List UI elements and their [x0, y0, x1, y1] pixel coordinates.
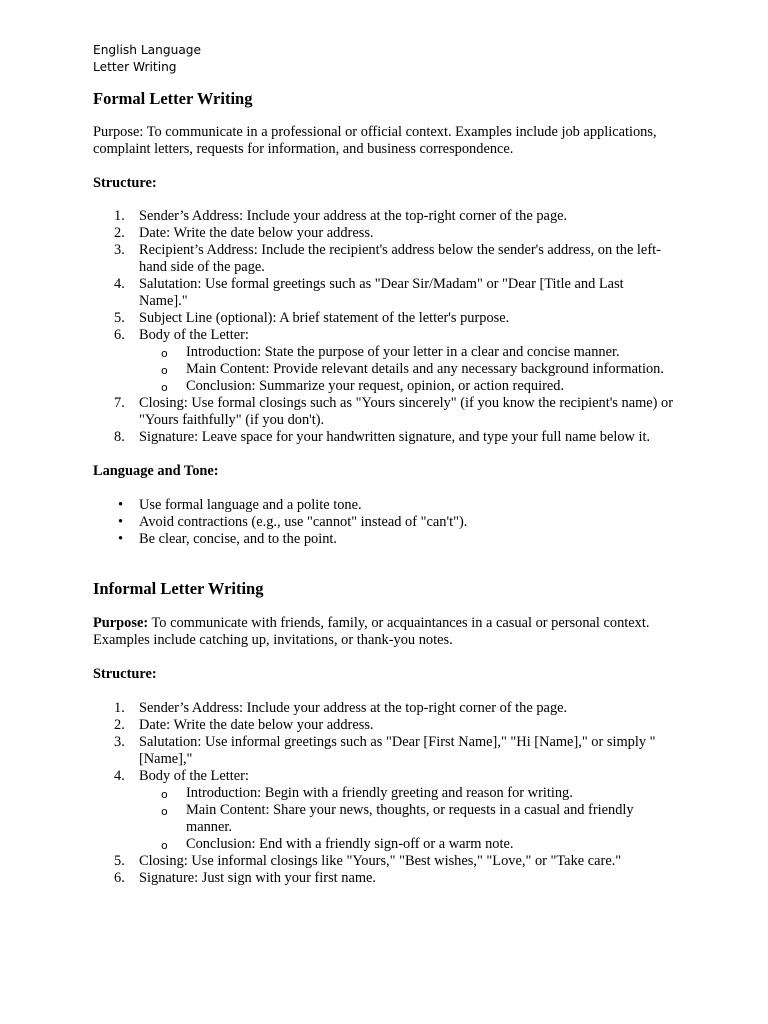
- list-item: 4. Salutation: Use formal greetings such as "Dear Sir/Madam" or "Dear [Title and Last Name].": [114, 276, 624, 309]
- formal-purpose-label: Purpose:: [93, 124, 144, 140]
- list-item: 6. Body of the Letter:: [114, 327, 249, 343]
- formal-tone-list: [93, 497, 674, 548]
- sub-list-item: o Introduction: State the purpose of your letter in a clear and concise manner.: [161, 344, 620, 360]
- informal-structure-heading: Structure:: [93, 666, 157, 682]
- list-item: 3. Salutation: Use informal greetings such as "Dear [First Name]," "Hi [Name]," or simply "[Name],": [114, 734, 656, 767]
- list-item: 7. Closing: Use formal closings such as "Yours sincerely" (if you know the recipient's name) or "Yours faithfully" (if you don't).: [114, 395, 674, 428]
- formal-purpose: [93, 124, 674, 158]
- informal-title: Informal Letter Writing: [93, 579, 264, 598]
- bullet-item: • Avoid contractions (e.g., use "cannot" instead of "can't").: [118, 514, 468, 530]
- header-subject: English Language: [93, 43, 202, 57]
- sub-list-item: o Introduction: Begin with a friendly greeting and reason for writing.: [161, 785, 573, 801]
- list-item: 3. Recipient’s Address: Include the recipient's address below the sender's address, on the left-hand side of the page.: [114, 242, 661, 275]
- list-item: 2. Date: Write the date below your address.: [114, 225, 374, 241]
- bullet-item: • Use formal language and a polite tone.: [118, 497, 362, 513]
- formal-title: Formal Letter Writing: [93, 89, 253, 108]
- sub-list-item: o Main Content: Provide relevant details and any necessary background information.: [161, 361, 664, 377]
- list-item: 1. Sender’s Address: Include your address at the top-right corner of the page.: [114, 208, 568, 224]
- sub-list-item: o Conclusion: End with a friendly sign-off or a warm note.: [161, 836, 514, 852]
- list-item: 1. Sender’s Address: Include your address at the top-right corner of the page.: [114, 700, 568, 716]
- informal-structure-list: [93, 700, 674, 887]
- sub-list-item: o Conclusion: Summarize your request, opinion, or action required.: [161, 378, 565, 394]
- informal-purpose-text: To communicate with friends, family, or acquaintances in a casual or personal context. Examples include catching up, invitations, or thank-you notes.: [93, 615, 650, 648]
- informal-purpose: [93, 615, 674, 649]
- sub-list-item: o Main Content: Share your news, thoughts, or requests in a casual and friendly manner.: [161, 802, 634, 835]
- header-topic: Letter Writing: [93, 60, 177, 74]
- formal-tone-heading: Language and Tone:: [93, 463, 219, 479]
- list-item: 4. Body of the Letter:: [114, 768, 249, 784]
- list-item: 2. Date: Write the date below your address.: [114, 717, 374, 733]
- list-item: 6. Signature: Just sign with your first name.: [114, 870, 377, 886]
- formal-structure-list: [93, 208, 674, 446]
- list-item: 5. Subject Line (optional): A brief statement of the letter's purpose.: [114, 310, 510, 326]
- informal-purpose-label: Purpose:: [93, 615, 149, 631]
- bullet-item: • Be clear, concise, and to the point.: [118, 531, 338, 547]
- list-item: 8. Signature: Leave space for your handwritten signature, and type your full name below it.: [114, 429, 651, 445]
- list-item: 5. Closing: Use informal closings like "Yours," "Best wishes," "Love," or "Take care.": [114, 853, 622, 869]
- formal-structure-heading: Structure:: [93, 175, 157, 191]
- formal-purpose-text: To communicate in a professional or official context. Examples include job applications, complaint letters, requests for information, and business correspondence.: [93, 124, 657, 157]
